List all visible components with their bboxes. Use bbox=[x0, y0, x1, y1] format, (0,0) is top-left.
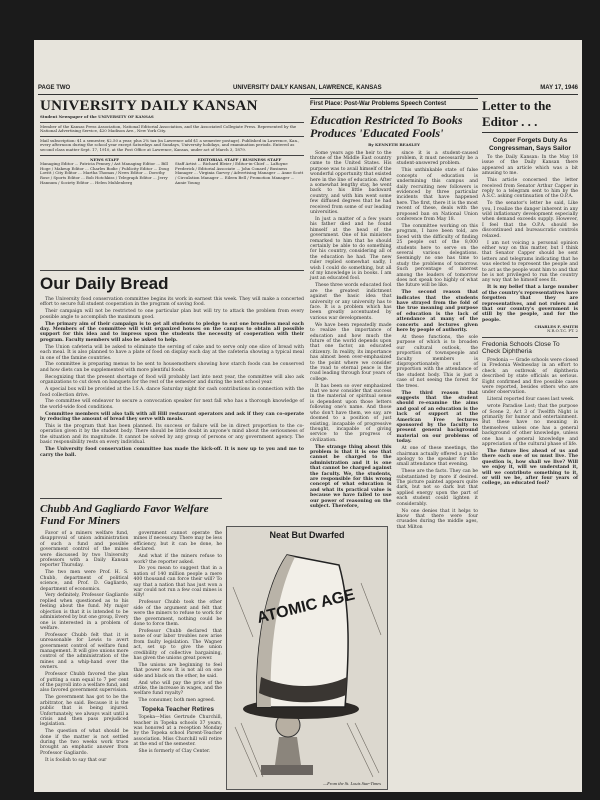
chubb-paragraph: And who will pay the price of the strike, the increase in wages, and the welfare fund royalty? bbox=[133, 680, 222, 697]
contest-paragraph: The strange thing about this problem is that it is one that cannot be charged to the administration and it is one that cannot be charged against the faculty. We, the students, are responsible for this wrong concept of what education is and what its practical value is because we have failed to use our power of reasoning on the subject. Therefore, bbox=[310, 444, 392, 510]
contest-label: First Place: Post-War Problems Speech Contest bbox=[310, 98, 478, 110]
masthead bbox=[40, 98, 304, 268]
topeka-paragraph: Topeka—Miss Gertrude Churchill, teacher in Topeka schools 37 years, was honored at a reception Monday by the Topeka school Parent-Teacher association. Miss Churchill will retire at the end of the semester. bbox=[133, 715, 222, 748]
contest-paragraph: It has been so over emphasized that we now consider that success in the material or spiritual sense is dependent upon those letters following one's name. And those who don't have them, we say, are doomed to a position of just existing, incapable of progressive thought, incapable of giving service to the progress of civilization. bbox=[310, 383, 392, 443]
letter-heading: Letter to the Editor . . . bbox=[482, 98, 578, 133]
masthead-tagline: Student Newspaper of the UNIVERSITY OF KANSAS bbox=[40, 114, 154, 119]
contest-paragraph: since it is a student-caused problem, it must necessarily be a student-answered problem. bbox=[396, 150, 478, 167]
topeka-heading: Topeka Teacher Retires bbox=[141, 705, 214, 713]
contest-paragraph: In just a matter of a few years his father died and he found himself at the head of the government. One of his ministers remarked to him that he should certainly be able to do something for his country, considering all of the education he had. The new ruler replied somewhat sadly, I wish I could do something, but all of my knowledge is in books. I am just an educated fool. bbox=[310, 216, 392, 282]
editorial-paragraph: A special box will be provided at the I.S.A. dance Saturday night for cash contributions in connection with the food collection drive. bbox=[40, 387, 304, 398]
contest-paragraph: The second reason that indicates that the students have strayed from the fold of the true meaning and purpose of education is the lack of attendance at many of the concerts and lectures given here by people of authority. bbox=[396, 290, 478, 334]
editorial-staff-list: Staff Artist ... Richard Bleier / Editor-in-Chief ... LaRoyne Frederick / Editorial Associate ... John Conard / Business Manager ... Virginia Garvey / Advertising Manager ... Anne Scott / Circulation Manager ... Eileen Bell / Promotion Manager ... Annie Young bbox=[175, 161, 304, 185]
folio-line bbox=[38, 84, 578, 95]
chubb-column-1 bbox=[40, 531, 129, 765]
editorial-paragraph: The University food conservation committee has made the kick-off. It is now up to you and me to carry the ball. bbox=[40, 447, 304, 458]
chubb-paragraph: Very definitely, Professor Gagliardo replied when questioned as to his feeling about the fund. My major objection is that it is intended to be administered by but one group, Every one is interested in a problem of welfare. bbox=[40, 593, 129, 631]
contest-paragraph: The third reason that suggests that the student should re-examine the aims and goal of an education is the lack of support at the American Free lectures sponsored by the faculty to present general background material on our problems of today. bbox=[396, 390, 478, 445]
chubb-paragraph: Professor Chubb took the other side of the argument and felt that were the miners to refuse to work for the government, nothing could be done to force them. bbox=[133, 600, 222, 627]
chubb-paragraph: government cannot operate the mines if necessary. There may be less efficiency, but it can be done, he declared. bbox=[133, 531, 222, 553]
fredonia-paragraph: wrote Paradise Lost; that the purpose of Scene 2, Act 3 of Twelfth Night is primarily for humor and entertainment. But these have no meaning in themselves unless one has a general background of other knowledge, unless one has a general knowledge and appreciation of the cultural phase of life. bbox=[482, 404, 578, 447]
contest-paragraph: Some years ago the heir to the throne of the Middle East country came to the United States. His purpose was to avail himself of the wonderful opportunity that existed here in the line of education. After a somewhat lengthy stay, he went back to his little backward country, and with him went some few diffused degrees that he had received from some of our leading universities. bbox=[310, 150, 392, 216]
cartoon-credit: —From the St. Louis Star-Times bbox=[323, 781, 381, 786]
chubb-paragraph: It is foolish to say that our bbox=[45, 757, 107, 763]
contest-paragraph: At one of these meetings, the chairman actually offered a public apology to the speaker for the small attendance that evening. bbox=[396, 446, 478, 468]
chubb-column-2 bbox=[134, 531, 223, 765]
contest-paragraph: The committee working on this program, I have been told, are faced with the difficulty of finding 25 people out of the 8,000 students here to serve on the several various delegations. Seemingly no one has time to study the problems of tomorrow. Such percentage of interest among the leaders of tomorrow does not speak too highly of what the future will be like. bbox=[396, 223, 478, 289]
chubb-paragraph: And what if the miners refuse to work? the reporter asked. bbox=[133, 554, 222, 565]
newspaper-page bbox=[34, 40, 582, 792]
contest-paragraph: These are the facts. They can be substantiated by more if desired. The picture painted appears quite dark, but not so dark but that applied energy upon the part of each student could lighten it considerably. bbox=[396, 469, 478, 507]
contest-column-2 bbox=[397, 151, 479, 532]
editorial-paragraph: The Union cafeteria will be asked to eliminate the serving of cake and to serve only one slice of bread with each meal. It is also planned to have a plate of food on display each day at the cafeteria showing a typical meal in one of the famine countries. bbox=[40, 344, 304, 361]
editorial-paragraph: The committee will endeavor to secure a convocation speaker for next fall who has a thorough knowledge of the world-wide food conditions. bbox=[40, 399, 304, 410]
contest-paragraph: These three words educated fool are the greatest indictment against the basic idea that university or any university has to face. It is a problem which has been greatly accentuated by various war developments. bbox=[310, 283, 392, 321]
contest-headline: Education Restricted To Books Produces 'Educated Fools' bbox=[310, 113, 463, 140]
editorial-paragraph: The University food conservation committee begins its work in earnest this week. They will make a concerted effort to secure full student cooperation in the program of saving food. bbox=[40, 297, 304, 308]
fredonia-paragraph: Literal reported four cases last week. bbox=[487, 397, 575, 403]
contest-paragraph: This unthinkable state of false concepts of education is undermining this campus and daily recruiting new followers is evidenced by three particular incidents that have happened here. The first, there it is the most recent of these, deals with the proposed ban on National Union conference from May 18. bbox=[396, 168, 478, 222]
letter-signature-rank: N.R.O.T.C. PT. 2 bbox=[547, 328, 578, 334]
cartoon-drawing bbox=[227, 527, 387, 789]
editorial-paragraph: The committee is preparing menus to be sent to housemothers showing how starch foods can be conserved and how diets can be supplemented with more plentiful foods. bbox=[40, 362, 304, 373]
chubb-headline: Chubb And Gagliardo Favor Welfare Fund For Miners bbox=[40, 503, 209, 527]
letter-paragraph: I am not voicing a personal opinion either way on this matter, but I think that Senator Capper should be sent letters and telegrams indicating that he was elected to represent the people and to act as the people want him to and that he is not privileged to run the country any way that he himself sees fit. bbox=[482, 240, 578, 284]
news-staff-heading: NEWS STAFF bbox=[89, 156, 120, 162]
letter-body bbox=[482, 155, 578, 334]
chubb-paragraph: The government has got to be the arbitrator, he said. Because it is the public that is being injured. Unfortunately, we always wait until a crisis and then pass prejudiced legislation. bbox=[40, 695, 129, 728]
chubb-paragraph: The two men were Prof. H. S. Chubb, department of political science, and Prof. D. Gagliardo, department of economics. bbox=[40, 570, 129, 592]
letter-paragraph: This article concerned the letter received from Senator Arthur Capper in reply to a telegram sent to him by the A.S.C. asking continuation of the O.P.A. bbox=[482, 178, 578, 200]
chubb-paragraph: Professor Chubb declared that none of our labor troubles now arise from faulty legislation. The Wagner act, set up to give the union credibility of collective bargaining, has given the unions great power. bbox=[133, 628, 222, 661]
contest-paragraph: At these functions, the sole purpose of which is to broaden our cultural outlook, the proportion of townspeople and faculty members is disproportionately out of proportion with the attendance of the student body. This is just a case of not seeing the forest for the trees. bbox=[396, 335, 478, 389]
chubb-paragraph: The question of what should be done if the matter is not settled during the two weeks work truce brought an emphatic answer from Professor Gagliardo. bbox=[40, 729, 129, 756]
topeka-paragraph: She is formerly of Clay Center. bbox=[138, 749, 211, 755]
editorial-cartoon bbox=[226, 526, 388, 790]
folio-page: PAGE TWO bbox=[38, 85, 71, 91]
chubb-paragraph: The unions are beginning to feel that power now. It is not all on one side and black on the other, he said. bbox=[133, 662, 222, 679]
chubb-paragraph: Favor of a miners welfare fund, disapproval of union administration of such a fund and possible government control of the mines were discussed by two University professors with a Daily Kansan reporter Thursday. bbox=[40, 531, 129, 569]
editorial-headline: Our Daily Bread bbox=[40, 274, 169, 293]
contest-byline: By KENNETH BEASLEY bbox=[368, 142, 420, 147]
letter-paragraph: To the Daily Kansan: In the May 18 issue of the Daily Kansan there appeared an article which was a bit amusing to me. bbox=[482, 155, 578, 177]
contest-paragraph: We have been repeatedly made to realize the importance of education and how much the future of the world depends upon that one factor, an educated citizenry. In reality, its importance has almost been over-emphasized to the point where we consider the road to eternal peace is the road leading through four years of college. bbox=[310, 322, 392, 382]
contest-paragraph: No one denies that it helps to know that there were four crusades during the middle ages, that Milton bbox=[396, 508, 478, 530]
editorial-staff-heading: EDITORIAL STAFF / BUSINESS STAFF bbox=[197, 156, 282, 162]
letter-subheading: Copper Forgets Duty As Congressman, Says Sailor bbox=[488, 137, 571, 152]
letter-paragraph: It is my belief that a large number of the country's representatives have forgotten that they are representatives, and not rulers and that our country's government is still by the people, and for the people. bbox=[482, 285, 578, 323]
fredonia-body bbox=[482, 358, 578, 487]
chubb-paragraph: Do you mean to suggest that in a nation of 140 million people a mere 400 thousand can force their will? To say that a nation that has just won a war could not run a few coal mines is silly! bbox=[133, 566, 222, 599]
editorial-paragraph: The primary aim of their campaign is to get all students to pledge to eat one breadless meal each day. Members of the committee will visit organized houses on the campus to obtain all possible support for this idea and to impress upon the students the necessity of cooperation with their program. Faculty members will also be asked to help. bbox=[40, 321, 304, 343]
chubb-article bbox=[40, 498, 222, 790]
news-staff-list: Managing Editor ... Patricia Penney / Ast Managing Editor ... Bill Hoge / Makeup Editor ... Charles Bodie / Publicity Editor ... Doug Lovitt / City Editor ... Martha Thomas / News Editor ... Dorothy Rose / Sports Editor ... Bob Hotchkiss / Telegraph Editor ... Jerry Hannum / Society Editor ... Helen Muhlenberg bbox=[40, 161, 170, 185]
editorial-body bbox=[40, 297, 304, 458]
editorial-paragraph: This is the program that has been planned. Its success or failure will be in direct proportion to the co-operation given it by the student body. There should be little doubt in anyone's mind about the seriousness of the situation and its magnitude. It cannot be solved by any group of persons or any government agency. The basic responsibility rests on every individual. bbox=[40, 424, 304, 446]
letter-signature: CHARLES F. SMITH bbox=[534, 323, 578, 329]
fredonia-paragraph: Fredonia — Grade schools were closed in Fredonia Wednesday in an effort to check an outbreak of diphtheria described by state officials as serious. Eight confirmed and five possible cases were reported, besides others who are under observation. bbox=[482, 357, 578, 396]
cartoon-hat-text: ATOMIC AGE bbox=[255, 586, 357, 627]
letter-paragraph: To the senator's letter he said, Like you, I realize the danger inherent in any wild inflationary development especially when demand exceeds supply. However, I feel that the O.P.A. should be discontinued and bureaucratic controls relaxed. bbox=[482, 201, 578, 239]
fredonia-heading: Fredonia Schools Close To Check Diphtheria bbox=[482, 340, 560, 356]
folio-date: MAY 17, 1946 bbox=[540, 85, 578, 91]
chubb-paragraph: Professor Chubb felt that it is unreasonable for Lewis to avert government control of welfare fund management. It will give unions more control of the administration of the mines and a whip-hand over the owners. bbox=[40, 632, 129, 671]
masthead-rates: Mail subscription: $1 a semester, $2.50 a year, plus 2% tax (in Lawrence add $1 a semester postage). Published in Lawrence, Kan., every afternoon during the school year except Saturdays and Sundays, University holidays, and examination periods. Entered as second class matter Sept. 17, 1910, at the Post Office at Lawrence, Kansas, under act of March 3, 1879. bbox=[40, 137, 300, 152]
editorial-paragraph: Recognizing that the present shortage of food will probably last into next year, the committee will also ask organizations to cut down on banquets for the rest of the semester and during the next school year. bbox=[40, 374, 304, 386]
contest-column-1 bbox=[310, 151, 392, 532]
contest-article bbox=[310, 98, 478, 530]
folio-title: UNIVERSITY DAILY KANSAN, LAWRENCE, KANSAS bbox=[233, 85, 382, 91]
chubb-paragraph: Professor Chubb favored the plan of putting a sum equal to 7 per cent of the payroll into a welfare fund, and also favored government supervision. bbox=[40, 672, 129, 694]
cartoon-title: Neat But Dwarfed bbox=[269, 530, 345, 540]
chubb-paragraph: The consumer, both men agreed. bbox=[138, 698, 216, 704]
masthead-membership: Member of the Kansas Press Association, National Editorial Association, and the Associated Collegiate Press. Represented by the National Advertising Service, 420 Madison Ave., New York City. bbox=[40, 123, 297, 134]
editorial-paragraph: Committee members will also talk with all Hill restaurant operators and ask if they can co-operate by reducing the amount of bread they serve with meals. bbox=[40, 411, 304, 423]
editorial-article bbox=[40, 270, 304, 495]
fredonia-paragraph: The future lies ahead of us and there each one of us must live. The question is, how shall we live? Will we enjoy it, will we understand it, will we contribute something to it, or will we be, after four years of college, an educated fool? bbox=[482, 448, 578, 487]
editorial-paragraph: Their campaign will not be restricted to one particular plan but will try to attack the problem from every possible angle to accomplish the maximum good. bbox=[40, 309, 304, 320]
letter-column bbox=[482, 98, 578, 788]
masthead-name: UNIVERSITY DAILY KANSAN bbox=[40, 98, 258, 114]
